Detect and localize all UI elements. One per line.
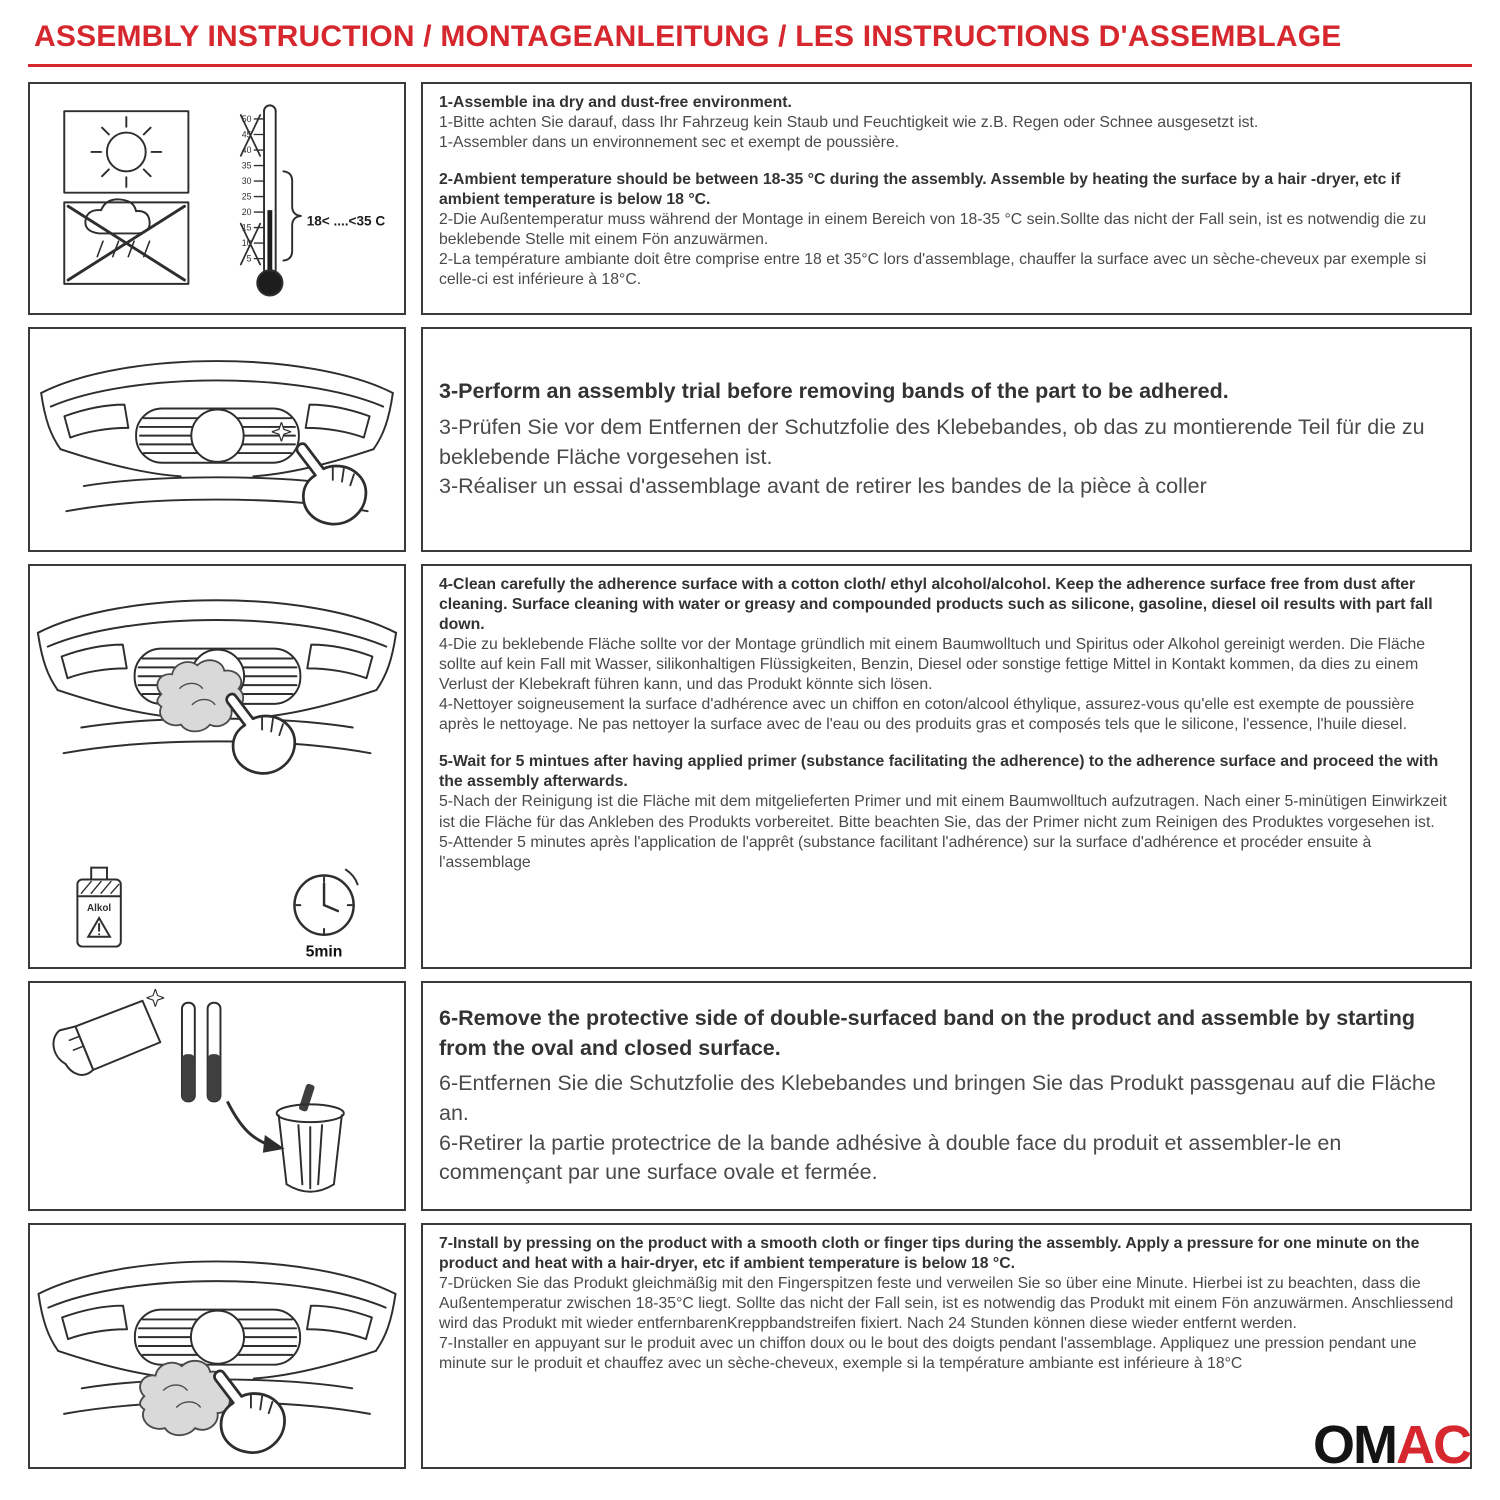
paragraph-spacer (439, 735, 1454, 752)
svg-text:20: 20 (241, 206, 252, 217)
step-7-de: 7-Drücken Sie das Produkt gleichmäßig mit den Fingerspitzen feste und verweilen Sie so über eine Minute. Hierbei ist zu beachten, dass die Außentemperatur zwischen 18-35°C liegt. Sollte das nicht der Fall sein, ist es notwendig das Produkt mit einem Fön anzuwärmen. Anschliessend wird das Produkt mit wieder entfernbarenKreppbandstreifen fixiert. Nach 24 Stunden können diese wieder entfernt werden. (439, 1275, 1454, 1333)
omac-logo-black: OM (1313, 1415, 1396, 1475)
illustration-environment-temperature (28, 82, 406, 315)
omac-logo (1313, 1415, 1470, 1475)
illustration-band-removal (28, 981, 406, 1211)
step-1-de: 1-Bitte achten Sie darauf, dass Ihr Fahrzeug kein Staub und Feuchtigkeit wie z.B. Regen oder Schnee ausgesetzt ist. (439, 114, 1259, 132)
svg-text:35: 35 (241, 160, 252, 171)
trash-can-icon (277, 1083, 344, 1192)
step-3-en: 3-Perform an assembly trial before removing bands of the part to be adhered. (439, 379, 1229, 404)
svg-text:15: 15 (241, 222, 252, 233)
peeling-hand-icon (53, 1001, 160, 1075)
paragraph-spacer (439, 153, 1454, 170)
step-6-de: 6-Entfernen Sie die Schutzfolie des Klebebandes und bringen Sie das Produkt passgenau auf die Fläche an. (439, 1071, 1436, 1125)
instruction-text-step-3 (421, 327, 1472, 552)
illustration-surface-cleaning (28, 564, 406, 969)
instruction-text-steps-4-5 (421, 564, 1472, 969)
hand-icon (227, 693, 295, 772)
car-grille-trial-illustration (32, 331, 402, 549)
alcohol-bottle-icon (77, 867, 120, 946)
svg-text:10: 10 (241, 238, 252, 249)
step-2-fr: 2-La température ambiante doit être comprise entre 18 et 35°C lors d'assemblage, chauffer la surface avec un sèche-cheveux par exemple si celle-ci est inférieure à 18°C. (439, 251, 1427, 289)
step-4-fr: 4-Nettoyer soigneusement la surface d'adhérence avec un chiffon en coton/alcool éthylique, assurez-vous qu'elle est exempte de poussière après le nettoyage. Ne pas nettoyer la surface avec de l'eau ou des produits gras et composés tels que le silicone, l'essence, l'huile diesel. (439, 696, 1415, 734)
step-2-en: 2-Ambient temperature should be between 18-35 °C during the assembly. Assemble by heating the surface by a hair -dryer, etc if ambient temperature is below 18 °C. (439, 171, 1401, 209)
svg-text:50: 50 (241, 113, 252, 124)
instruction-row-step-7 (28, 1223, 1472, 1469)
instruction-row-step-6 (28, 981, 1472, 1211)
step-7-en: 7-Install by pressing on the product with a smooth cloth or finger tips during the assembly. Apply a pressure for one minute on the product and heat with a hair-dryer, etc if ambient temperature is below 18 °C. (439, 1235, 1420, 1273)
instruction-text-step-6 (421, 981, 1472, 1211)
step-1-fr: 1-Assembler dans un environnement sec et exempt de poussière. (439, 134, 900, 152)
trim-strips-icon (182, 1003, 220, 1102)
no-rain-icon (64, 199, 188, 283)
step-7-fr: 7-Installer en appuyant sur le produit avec un chiffon doux ou le bout des doigts pendant l'assemblage. Appliquez une pression pendant une minute sur le produit et chauffez avec un sèche-cheveux, exemple si la température ambiante est inférieure à 18°C (439, 1335, 1417, 1373)
clock-icon (294, 869, 357, 960)
sparkle-icon (146, 989, 164, 1007)
sparkle-icon (272, 422, 291, 441)
step-5-fr: 5-Attender 5 minutes après l'application de l'apprêt (substance facilitant l'adhérence) sur la surface d'adhérence et procéder ensuite à l'assemblage (439, 833, 1372, 871)
illustration-assembly-trial (28, 327, 406, 552)
page-title: ASSEMBLY INSTRUCTION / MONTAGEANLEITUNG / LES INSTRUCTIONS D'ASSEMBLAGE (34, 20, 1342, 53)
press-install-illustration (32, 1227, 402, 1465)
svg-text:40: 40 (241, 144, 252, 155)
step-6-en: 6-Remove the protective side of double-surfaced band on the product and assemble by starting from the oval and closed surface. (439, 1006, 1416, 1060)
environment-temperature-illustration (32, 86, 402, 311)
step-6-fr: 6-Retirer la partie protectrice de la bande adhésive à double face du produit et assembler-le en commençant par une surface ovale et fermée. (439, 1130, 1342, 1185)
instruction-row-steps-4-5 (28, 564, 1472, 969)
temperature-range-label: 18< ....<35 C (306, 213, 386, 229)
instruction-row-steps-1-2 (28, 82, 1472, 315)
step-1-en: 1-Assemble ina dry and dust-free environment. (439, 94, 792, 111)
svg-text:25: 25 (241, 191, 252, 202)
hand-icon (214, 1371, 284, 1453)
step-5-de: 5-Nach der Reinigung ist die Fläche mit dem mitgelieferten Primer und mit einem Baumwolltuch aufzutragen. Nach einer 5-minütigen Einwirkzeit ist die Fläche für das Ankleben des Produkts vorbereitet. Bitte beachten Sie, das der Primer nicht zum Reinigen des Produktes vorgesehen ist. (439, 793, 1447, 831)
omac-logo-red: AC (1396, 1415, 1470, 1475)
svg-text:45: 45 (241, 129, 252, 140)
arrow-icon (227, 1101, 284, 1152)
instruction-row-step-3 (28, 327, 1472, 552)
sun-icon (64, 111, 188, 192)
illustration-press-install (28, 1223, 406, 1469)
svg-text:30: 30 (241, 175, 252, 186)
step-3-fr: 3-Réaliser un essai d'assemblage avant de retirer les bandes de la pièce à coller (439, 474, 1207, 499)
band-removal-illustration (32, 985, 402, 1207)
step-3-de: 3-Prüfen Sie vor dem Entfernen der Schutzfolie des Klebebandes, ob das zu montierende Teil für die zu beklebende Fläche vorgesehen ist. (439, 414, 1425, 469)
step-2-de: 2-Die Außentemperatur muss während der Montage in einem Bereich von 18-35 °C sein.Sollte das nicht der Fall sein, ist es notwendig die zu beklebende Stelle mit einem Fön anzuwärmen. (439, 211, 1427, 249)
step-5-en: 5-Wait for 5 mintues after having applied primer (substance facilitating the adherence) to the adherence surface and proceed the with the assembly afterwards. (439, 753, 1439, 791)
svg-text:5: 5 (246, 253, 252, 264)
step-4-de: 4-Die zu beklebende Fläche sollte vor der Montage gründlich mit einem Baumwolltuch und Spiritus oder Alkohol gereinigt werden. Die Fläche sollte auf kein Fall mit Wasser, silikonhaltigen Flüssigkeiten, Benzin, Diesel oder sonstige fettige Mittel in Kontakt kommen, da dies zu einem Verlust der Klebekraft führen kann, und das Produkt könnte sich lösen. (439, 636, 1426, 694)
alcohol-label: Alkol (87, 902, 112, 914)
surface-cleaning-illustration (32, 568, 402, 966)
step-4-en: 4-Clean carefully the adherence surface with a cotton cloth/ ethyl alcohol/alcohol. Keep the adherence surface free from dust after cleaning. Surface cleaning with water or greasy and compounded products such as silicone, gasoline, diesel oil results with part fall down. (439, 576, 1433, 634)
wait-time-label: 5min (305, 942, 343, 960)
instruction-text-steps-1-2 (421, 82, 1472, 315)
title-divider (28, 64, 1472, 67)
